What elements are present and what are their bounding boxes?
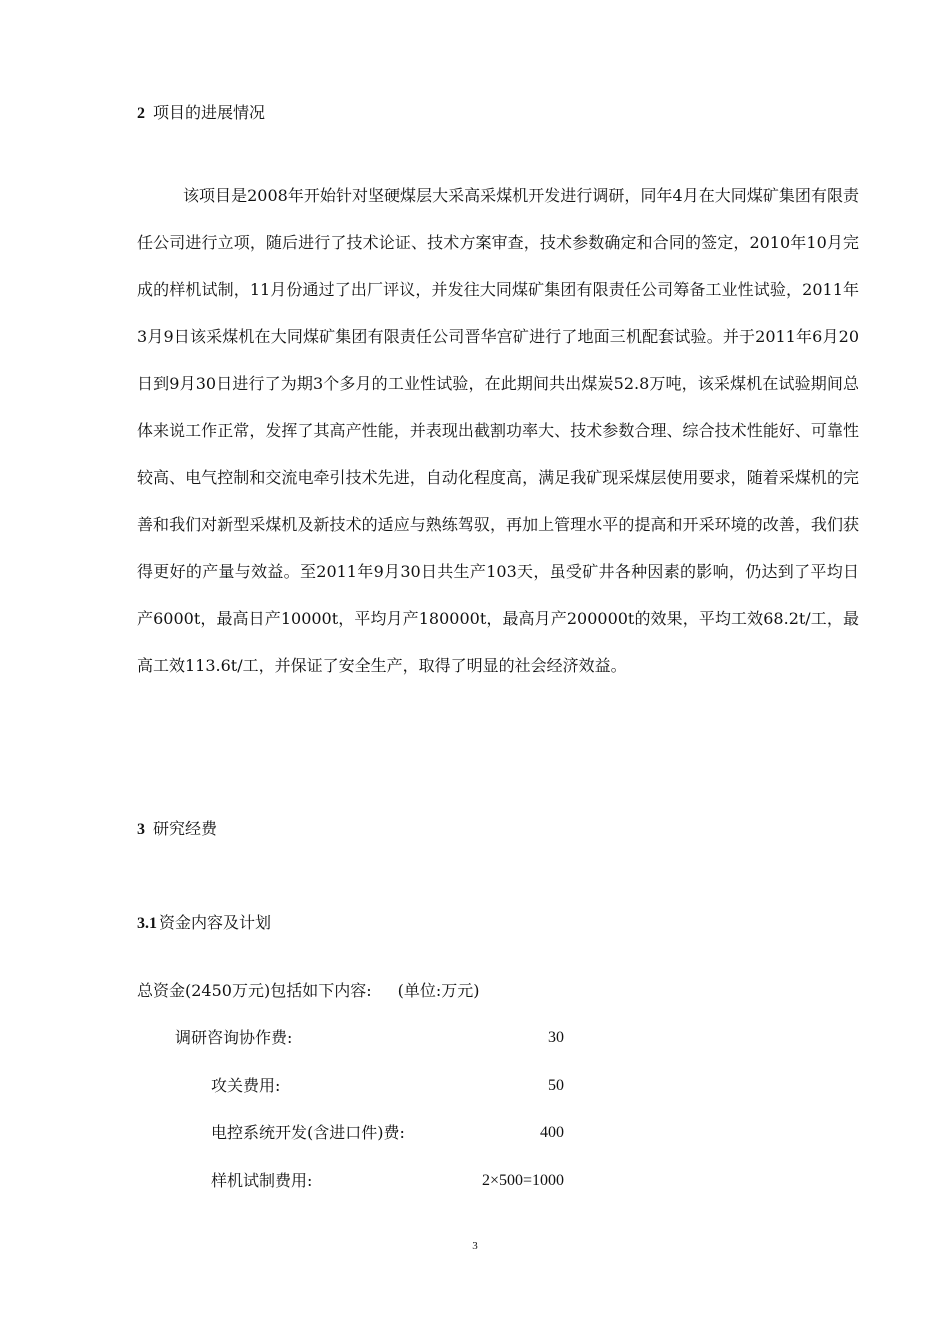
budget-item-value: 400 <box>540 1124 564 1141</box>
budget-lead-text: 总资金(2450万元)包括如下内容: <box>137 981 372 1000</box>
section-number: 3 <box>137 821 145 838</box>
budget-item-value: 2×500=1000 <box>481 1172 564 1189</box>
budget-item-value: 30 <box>548 1029 564 1046</box>
progress-paragraph: 该项目是2008年开始针对坚硬煤层大采高采煤机开发进行调研，同年4月在大同煤矿集团有限责任公司进行立项，随后进行了技术论证、技术方案审查，技术参数确定和合同的签定，2010年10月完成的样机试制，11月份通过了出厂评议，并发往大同煤矿集团有限责任公司筹备工业性试验，2011年3月9日该采煤机在大同煤矿集团有限责任公司晋华宫矿进行了地面三机配套试验。并于2011年6月20日到9月30日进行了为期3个多月的工业性试验，在此期间共出煤炭52.8万吨，该采煤机在试验期间总体来说工作正常，发挥了其高产性能，并表现出截割功率大、技术参数合理、综合技术性能好、可靠性较高、电气控制和交流电牵引技术先进，自动化程度高，满足我矿现采煤层使用要求，随着采煤机的完善和我们对新型采煤机及新技术的适应与熟练驾驭，再加上管理水平的提高和开采环境的改善，我们获得更好的产量与效益。至2011年9月30日共生产103天，虽受矿井各种因素的影响，仍达到了平均日产6000t，最高日产10000t，平均月产180000t，最高月产200000t的效果，平均工效68.2t/工，最高工效113.6t/工，并保证了安全生产，取得了明显的社会经济效益。 <box>137 186 859 675</box>
subsection-number: 3.1 <box>137 915 157 932</box>
budget-item-label: 攻关费用: <box>211 1076 281 1095</box>
page-number: 3 <box>472 1240 478 1252</box>
section-title: 研究经费 <box>153 819 218 838</box>
budget-lead <box>137 980 480 1002</box>
budget-unit: (单位:万元) <box>397 981 480 1000</box>
budget-item-label: 样机试制费用: <box>211 1171 313 1190</box>
budget-item-label: 调研咨询协作费: <box>175 1028 293 1047</box>
subsection-heading-funding-plan <box>137 912 271 935</box>
section-number: 2 <box>137 105 145 122</box>
section-heading-progress <box>137 102 265 125</box>
section-title: 项目的进展情况 <box>153 103 266 122</box>
subsection-title: 资金内容及计划 <box>159 913 272 932</box>
budget-item-label: 电控系统开发(含进口件)费: <box>211 1123 405 1142</box>
section-heading-funding <box>137 818 217 841</box>
budget-item-value: 50 <box>548 1077 564 1094</box>
